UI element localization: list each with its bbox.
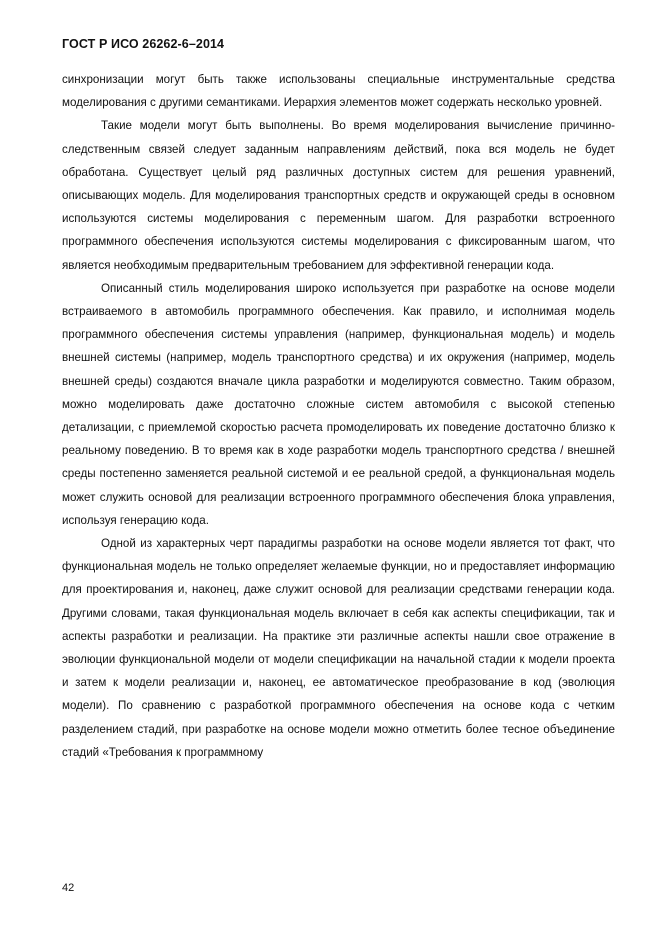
paragraph-continuation: синхронизации могут быть также использованы специальные инструментальные средства моделирования с другими семантиками. Иерархия элементов может содержать несколько уровней. xyxy=(62,73,615,110)
paragraph-model-based-paradigm: Одной из характерных черт парадигмы разработки на основе модели является тот факт, что функциональная модель не только определяет желаемые функции, но и предоставляет информацию для проектирования и, наконец, даже служит основой для реализации средствами генерации кода. Другими словами, такая функциональная модель включает в себя как аспекты спецификации, так и аспекты разработки и реализации. На практике эти различные аспекты нашли свое отражение в эволюции функциональной модели от модели спецификации на начальной стадии к модели проекта и затем к модели реализации и, наконец, ее автоматическое преобразование в код (эволюция модели). По сравнению с разработкой программного обеспечения на основе кода с четким разделением стадий, при разработке на основе модели можно отметить более тесное объединение стадий «Требования к программному xyxy=(62,537,615,759)
page-number: 42 xyxy=(62,882,75,894)
paragraph-model-execution: Такие модели могут быть выполнены. Во время моделирования вычисление причинно-следственным связей следует заданным направлениям действий, пока вся модель не будет обработана. Существует целый ряд различных доступных систем для решения уравнений, описывающих модель. Для моделирования транспортных средств и окружающей среды в основном используются системы моделирования с переменным шагом. Для разработки встроенного программного обеспечения используются системы моделирования с фиксированным шагом, что является необходимым предварительным требованием для эффективной генерации кода. xyxy=(62,119,615,272)
paragraph-modeling-style: Описанный стиль моделирования широко используется при разработке на основе модели встраиваемого в автомобиль программного обеспечения. Как правило, и исполнимая модель программного обеспечения системы управления (например, функциональная модель) и модель внешней системы (например, модель транспортного средства) и их окружения (например, модель внешней среды) создаются вначале цикла разработки и моделируются совместно. Таким образом, можно моделировать даже достаточно сложные систем автомобиля с высокой степенью детализации, с приемлемой скоростью расчета промоделировать их поведение достаточно близко к реальному поведению. В то время как в ходе разработки модель транспортного средства / внешней среды постепенно заменяется реальной системой и ее реальной средой, а функциональная модель может служить основой для реализации встроенного программного обеспечения блока управления, используя генерацию кода. xyxy=(62,281,615,527)
document-header-title: ГОСТ Р ИСО 26262-6–2014 xyxy=(62,37,225,51)
document-body xyxy=(62,68,615,764)
